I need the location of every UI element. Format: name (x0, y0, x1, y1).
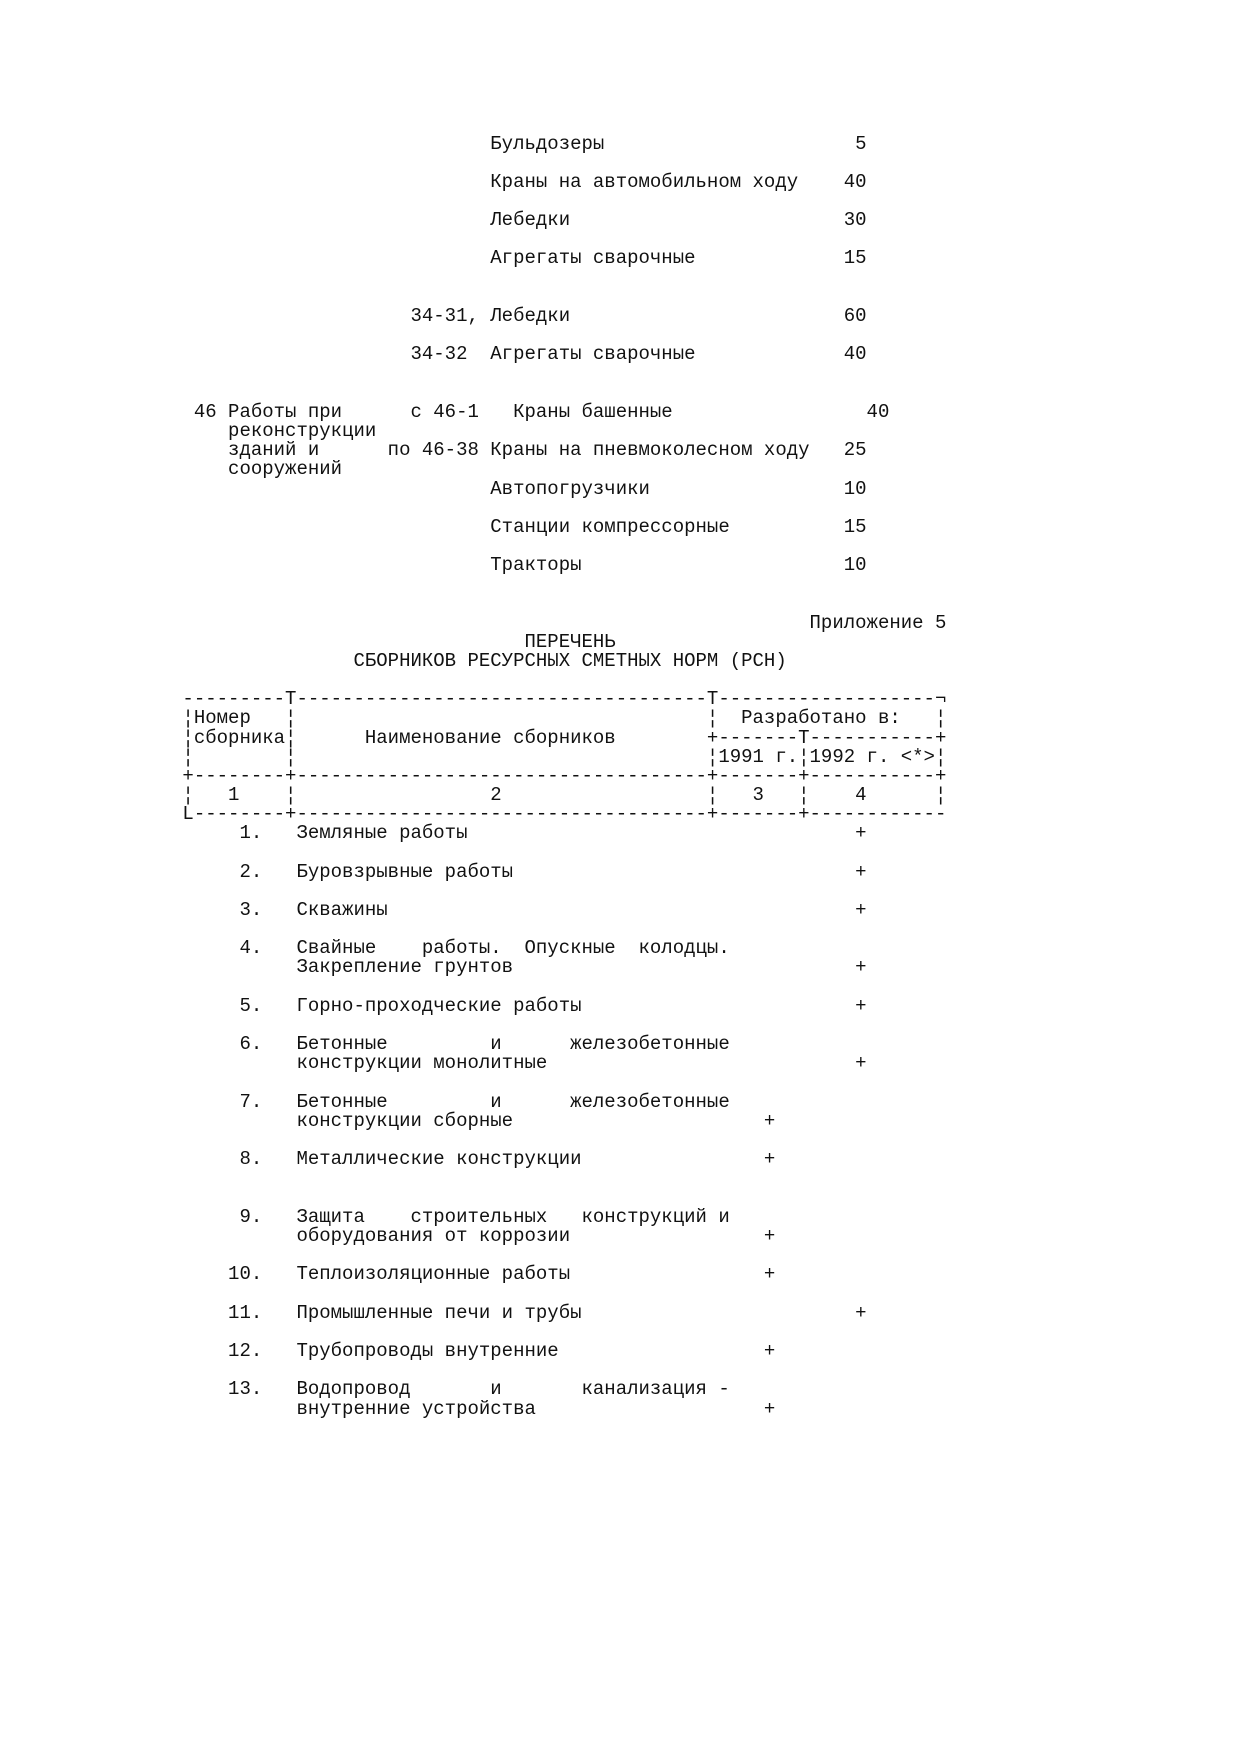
table-row: 10. Теплоизоляционные работы + (0, 1263, 776, 1285)
machinery-row: Краны на автомобильном ходу 40 (0, 171, 867, 193)
machinery-row: Автопогрузчики 10 (0, 478, 867, 500)
table-row: Закрепление грунтов + (0, 956, 867, 978)
table-row: конструкции монолитные + (0, 1052, 867, 1074)
table-row: 1. Земляные работы + (0, 822, 867, 844)
table-row: 2. Буровзрывные работы + (0, 861, 867, 883)
table-row: 12. Трубопроводы внутренние + (0, 1340, 776, 1362)
machinery-row: Тракторы 10 (0, 554, 867, 576)
machinery-row: Станции компрессорные 15 (0, 516, 867, 538)
machinery-row: сооружений (0, 458, 343, 480)
table-header-line: ¦Номер ¦ ¦ Разработано в: ¦ (0, 707, 947, 729)
machinery-row: реконструкции (0, 420, 377, 442)
table-row: оборудования от коррозии + (0, 1225, 776, 1247)
machinery-row: зданий и по 46-38 Краны на пневмоколесном ходу 25 (0, 439, 867, 461)
table-row: 7. Бетонные и железобетонные (0, 1091, 730, 1113)
table-row: 13. Водопровод и канализация - (0, 1378, 730, 1400)
table-row: 5. Горно-проходческие работы + (0, 995, 867, 1017)
machinery-row: Бульдозеры 5 (0, 133, 867, 155)
machinery-row: 34-31, Лебедки 60 (0, 305, 867, 327)
machinery-row: 46 Работы при с 46-1 Краны башенные 40 (0, 401, 890, 423)
table-row: 4. Свайные работы. Опускные колодцы. (0, 937, 730, 959)
table-row: 9. Защита строительных конструкций и (0, 1206, 730, 1228)
table-header-line: ¦ ¦ ¦1991 г.¦1992 г. <*>¦ (0, 746, 947, 768)
table-row: 6. Бетонные и железобетонные (0, 1033, 730, 1055)
machinery-row: Лебедки 30 (0, 209, 867, 231)
table-row: конструкции сборные + (0, 1110, 776, 1132)
appendix-title: ПЕРЕЧЕНЬ (0, 631, 616, 653)
table-row: 3. Скважины + (0, 899, 867, 921)
table-row: внутренние устройства + (0, 1398, 776, 1420)
table-header-line: ---------T------------------------------------T-------------------¬ (0, 688, 947, 710)
table-header-line: L--------+------------------------------------+-------+------------ (0, 803, 947, 825)
table-row: 11. Промышленные печи и трубы + (0, 1302, 867, 1324)
appendix-label: Приложение 5 (0, 612, 947, 634)
appendix-subtitle: СБОРНИКОВ РЕСУРСНЫХ СМЕТНЫХ НОРМ (РСН) (0, 650, 787, 672)
table-header-line: +--------+------------------------------------+-------+-----------+ (0, 765, 947, 787)
table-row: 8. Металлические конструкции + (0, 1148, 776, 1170)
machinery-row: Агрегаты сварочные 15 (0, 247, 867, 269)
table-header-line: ¦сборника¦ Наименование сборников +-------T-----------+ (0, 727, 947, 749)
machinery-row: 34-32 Агрегаты сварочные 40 (0, 343, 867, 365)
table-header-line: ¦ 1 ¦ 2 ¦ 3 ¦ 4 ¦ (0, 784, 947, 806)
